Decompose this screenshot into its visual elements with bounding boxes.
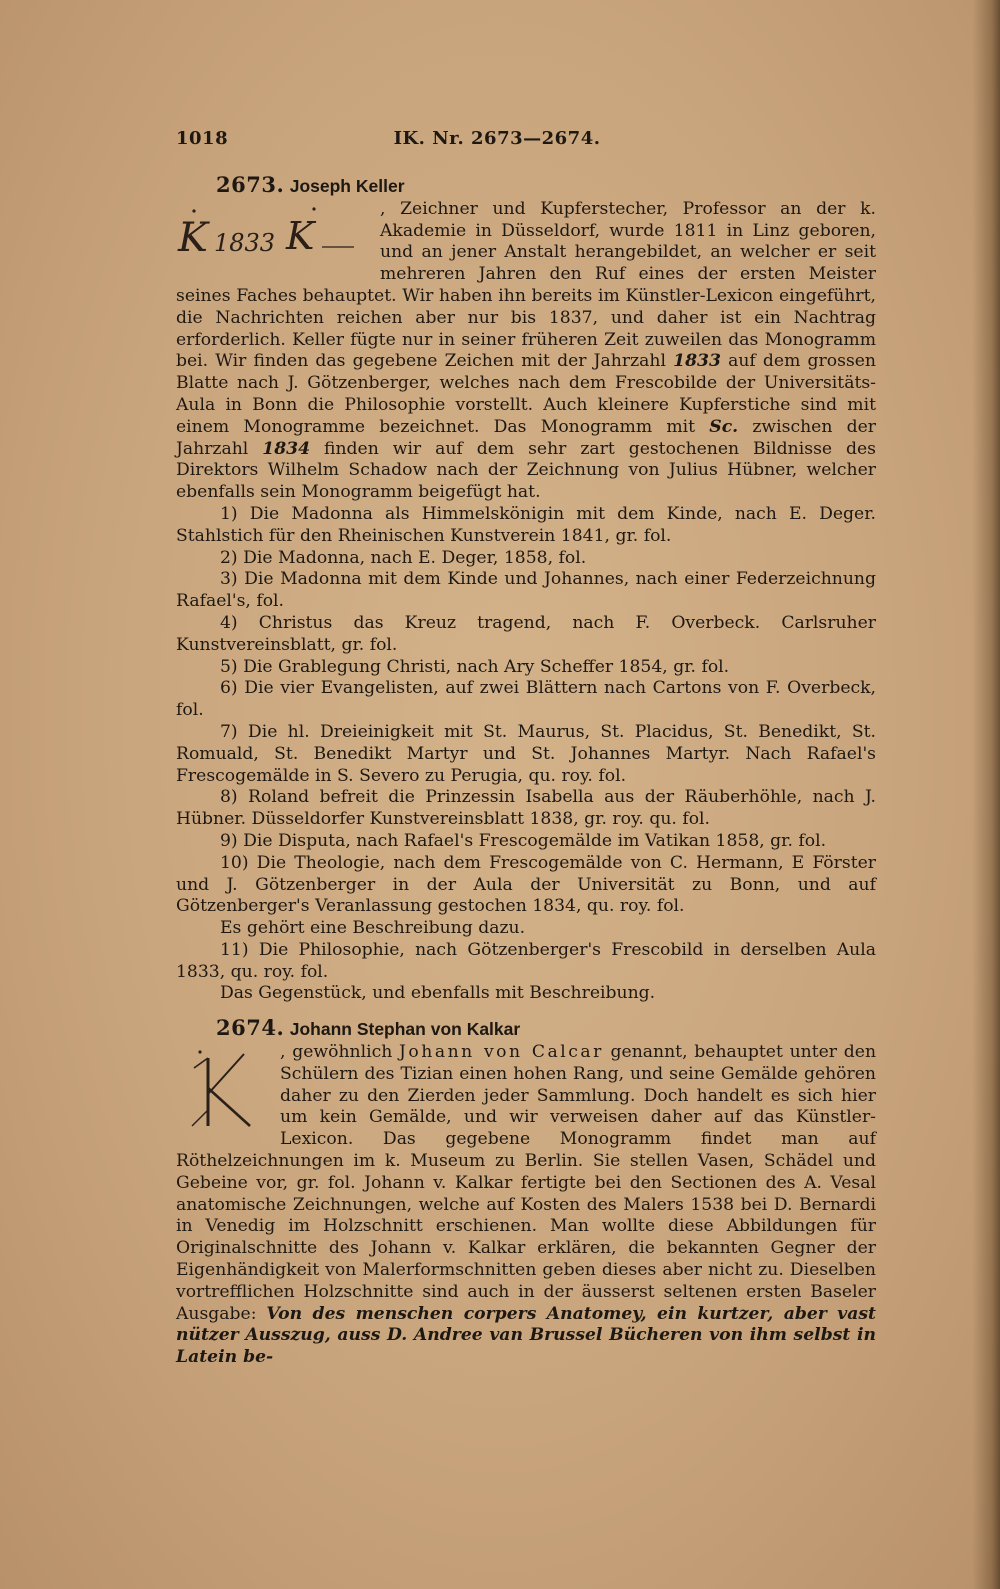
work-note: Es gehört eine Beschreibung dazu. [220,918,526,939]
work-item: 4) Christus das Kreuz tragend, nach F. Overbeck. Carlsruher Kunstvereinsblatt, gr. fol. [176,612,876,655]
entry-number: 2674. [216,1015,285,1041]
svg-text:K: K [286,213,315,258]
running-title: IK. Nr. 2673—2674. [393,128,601,149]
artist-alias: Johann von Calcar [399,1042,604,1063]
artist-name: Johann Stephan von Kalkar [289,1019,521,1040]
work-item: 1) Die Madonna als Himmelskönigin mit dem Kinde, nach E. Deger. Stahlstich für den Rheinischen Kunstverein 1841, gr. fol. [176,503,876,546]
work-note: Das Gegenstück, und ebenfalls mit Beschreibung. [220,983,656,1004]
keller-monogram-drawing [176,203,372,269]
work-item: 10) Die Theologie, nach dem Frescogemälde von C. Hermann, E Förster und J. Götzenberger in der Aula der Universität zu Bonn, und auf Götzenberger's Veranlassung gestochen 1834, qu. roy. fol. [176,852,876,917]
entry-2674-body: , gewöhnlich Johann von Calcar genannt, behauptet unter den Schülern des Tizian einen hohen Rang, und seine Gemälde gehören daher zu den Zierden jeder Sammlung. Doch handelt es sich hier um kein Gemälde, und wir verweisen daher auf das Künstler-Lexicon. Das gegebene Monogramm findet man auf Röthelzeichnungen im k. Museum zu Berlin. Sie stellen Vasen, Schädel und Gebeine vor, gr. fol. Johann v. Kalkar fertigte bei den Sectionen des A. Vesal anatomische Zeichnungen, welche auf Kosten des Malers 1538 bei D. Bernardi in Venedig im Holzschnitt erschienen. Man wollte diese Abbildungen für Originalschnitte des Johann v. Kalkar erklären, die bekannten Gegner der Eigenhändigkeit von Malerformschnitten geben dieses aber nicht zu. Dieselben vortrefflichen Holzschnitte sind auch in der äusserst seltenen ersten Baseler Ausgabe: Von des menschen corpers Anatomey, ein kurtzer, aber vast nützer Ausszug, auss D. Andree van Brussel Bücheren von ihm selbst in Latein be- [176,1042,877,1368]
work-item: 8) Roland befreit die Prinzessin Isabella aus der Räuberhöhle, nach J. Hübner. Düsseldorfer Kunstvereinsblatt 1838, gr. roy. qu. fol. [176,787,876,830]
entry-2674 [176,1017,876,1369]
work-item: 6) Die vier Evangelisten, auf zwei Blättern nach Cartons von F. Overbeck, fol. [176,678,876,721]
artist-name: Joseph Keller [289,176,405,196]
entry-number: 2673. [216,172,285,197]
page-edge-shadow [972,0,1000,1589]
page-number: 1018 [176,128,229,149]
kalkar-monogram-drawing [186,1048,270,1130]
running-header [176,128,876,158]
work-item: 2) Die Madonna, nach E. Deger, 1858, fol. [220,547,587,568]
work-item: 9) Die Disputa, nach Rafael's Frescogemälde im Vatikan 1858, gr. fol. [220,830,827,851]
book-title: Von des menschen corpers Anatomey, ein kurtzer, aber vast nützer Ausszug, auss D. Andree van Brussel Bücheren von ihm selbst in Latein be- [176,1303,876,1368]
work-item: 3) Die Madonna mit dem Kinde und Johannes, nach einer Federzeichnung Rafael's, fol. [176,569,876,612]
work-item: 11) Die Philosophie, nach Götzenberger's Frescobild in derselben Aula 1833, qu. roy. fol. [176,939,876,982]
work-item: 5) Die Grablegung Christi, nach Ary Scheffer 1854, gr. fol. [220,656,730,677]
entry-2673 [176,174,876,1005]
keller-monogram [176,203,372,269]
book-page [176,128,876,1379]
svg-text:K: K [178,214,208,261]
entry-2674-heading [176,1017,876,1042]
work-item: 7) Die hl. Dreieinigkeit mit St. Maurus, St. Placidus, St. Benedikt, St. Romuald, St. Benedikt Martyr und St. Johannes Martyr. Nach Rafael's Frescogemälde in S. Severo zu Perugia, qu. roy. fol. [176,721,876,786]
entry-2673-body: , Zeichner und Kupferstecher, Professor an der k. Akademie in Düsseldorf, wurde 1811 in Linz geboren, und an jener Anstalt herangebildet, an welcher er seit mehreren Jahren den Ruf eines der ersten Meister seines Faches behauptet. Wir haben ihn bereits im Künstler-Lexicon eingeführt, die Nachrichten reichen aber nur bis 1837, und daher ist ein Nachtrag erforderlich. Keller fügte nur in seiner früheren Zeit zuweilen das Monogramm bei. Wir finden das gegebene Zeichen mit der Jahrzahl 1833 auf dem grossen Blatte nach J. Götzenberger, welches nach dem Frescobilde der Universitäts-Aula in Bonn die Philosophie vorstellt. Auch kleinere Kupferstiche sind mit einem Monogramme bezeichnet. Das Monogramm mit Sc. zwischen der Jahrzahl 1834 finden wir auf dem sehr zart gestochenen Bildnisse des Direktors Wilhelm Schadow nach der Zeichnung von Julius Hübner, welcher ebenfalls sein Monogramm beigefügt hat. [176,198,876,503]
works-list [176,504,876,1005]
monogram-year: 1833 [214,228,276,257]
entry-2673-heading [176,174,876,199]
kalkar-monogram [186,1048,270,1130]
